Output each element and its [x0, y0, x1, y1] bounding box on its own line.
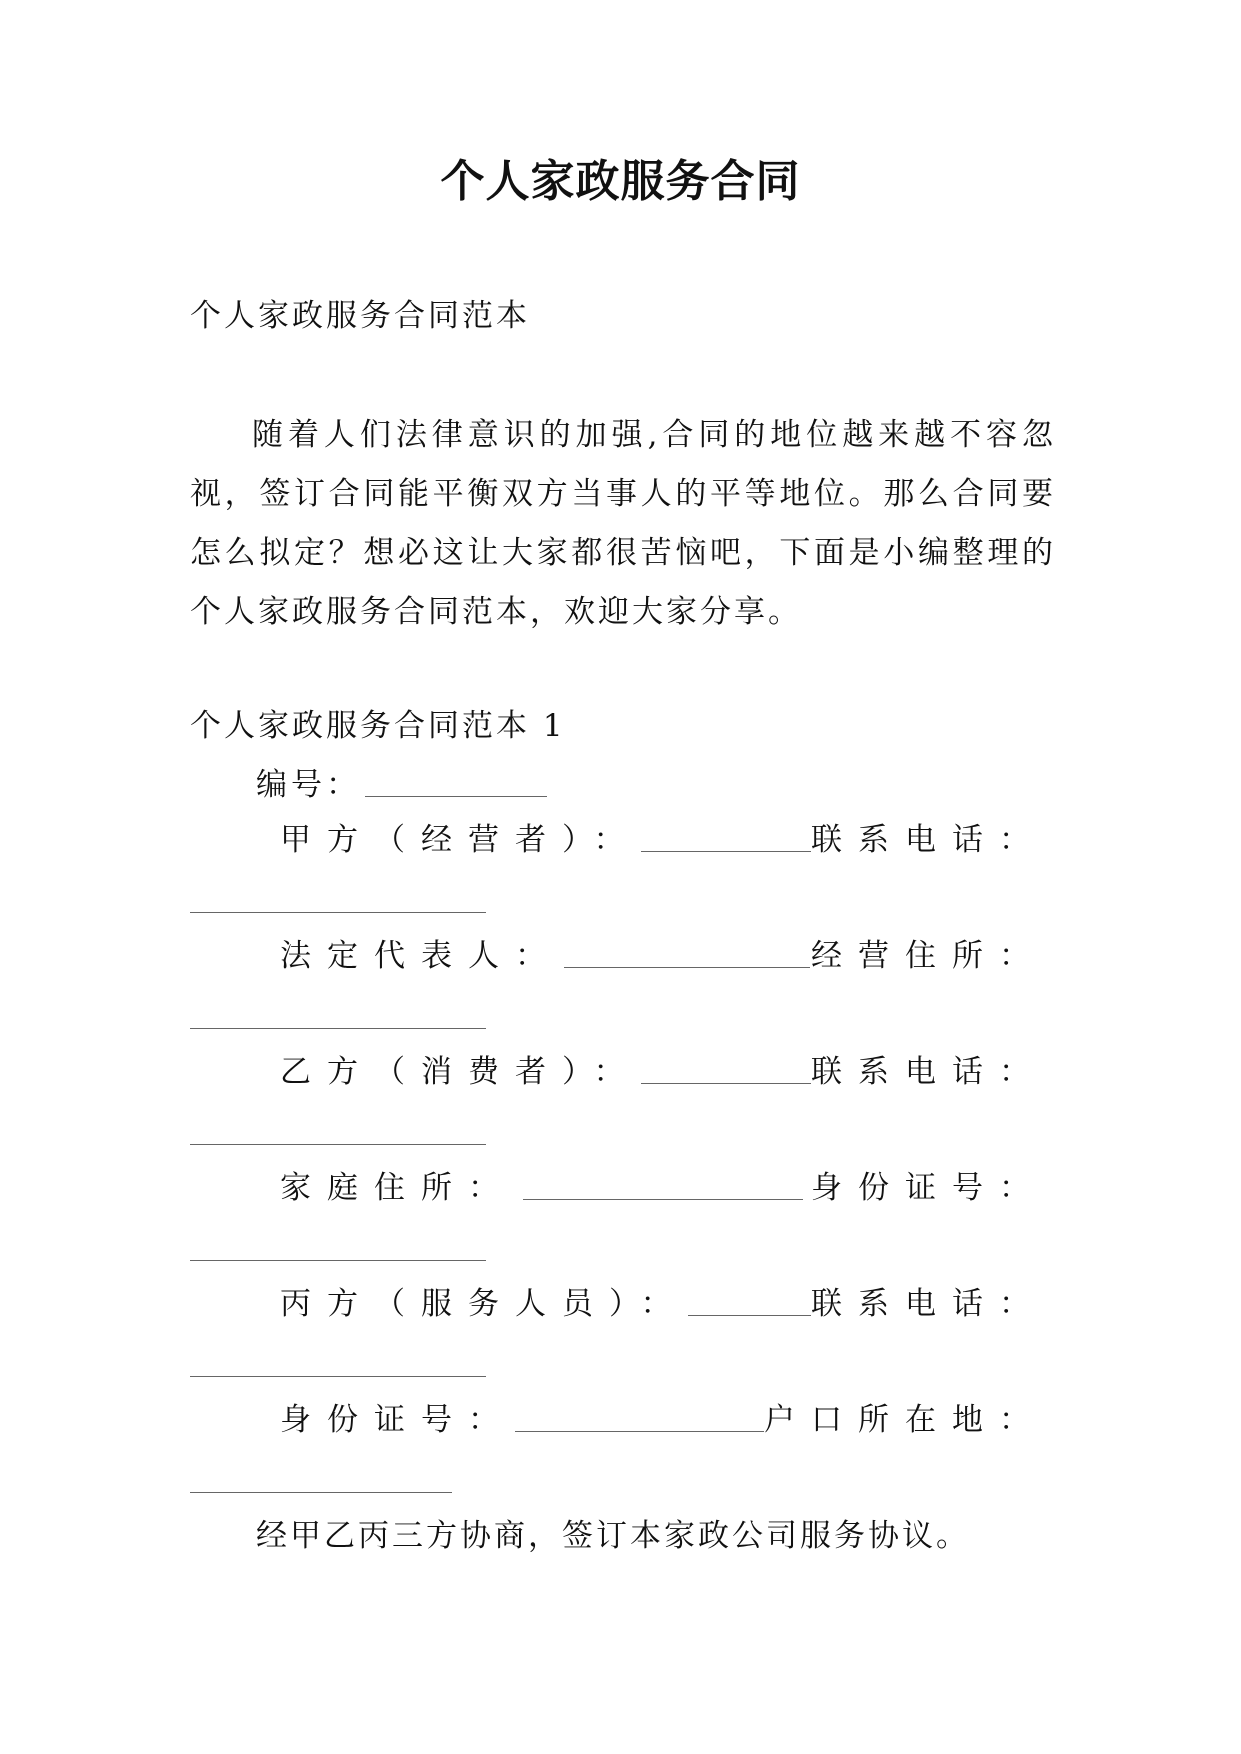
field-row-home-address: [280, 1166, 1046, 1210]
field-label-household-registration: 户口所在地：: [764, 1402, 1046, 1438]
field-label-party-b: 乙方（消费者）：: [280, 1054, 641, 1090]
field-row-party-c: [280, 1282, 1046, 1326]
field-row-party-b: [280, 1050, 1046, 1094]
intro-paragraph: [190, 406, 1056, 642]
section-title: 个人家政服务合同范本 1: [190, 708, 566, 744]
field-row-legal-rep: [280, 934, 1046, 978]
field-label-party-a-phone: 联系电话：: [811, 822, 1046, 858]
field-label-legal-rep: 法定代表人：: [280, 938, 562, 974]
intro-text: 随着人们法律意识的加强,合同的地位越来越不容忽视，签订合同能平衡双方当事人的平等地位。那么合同要怎么拟定？想必这让大家都很苦恼吧，下面是小编整理的个人家政服务合同范本，欢迎大家分享。: [190, 417, 1056, 630]
field-underline-id-number: [190, 1260, 486, 1261]
field-row-party-c-id: [280, 1398, 1046, 1442]
number-label: 编号：: [256, 767, 361, 803]
field-underline-household-registration: [190, 1492, 452, 1493]
field-underline-party-c-phone: [190, 1376, 486, 1377]
field-label-id-number: 身份证号：: [811, 1170, 1046, 1206]
closing-statement: 经甲乙丙三方协商，签订本家政公司服务协议。: [256, 1518, 970, 1554]
field-blank-party-c-id: [515, 1431, 764, 1432]
field-blank-party-c: [688, 1315, 812, 1316]
field-label-home-address: 家庭住所：: [280, 1170, 515, 1206]
field-underline-business-address: [190, 1028, 486, 1029]
field-underline-party-a-phone: [190, 912, 486, 913]
field-label-party-c-phone: 联系电话：: [811, 1286, 1046, 1322]
number-blank: [365, 796, 547, 797]
field-blank-party-a: [641, 851, 812, 852]
field-label-business-address: 经营住所：: [811, 938, 1046, 974]
field-label-party-a: 甲方（经营者）：: [280, 822, 641, 858]
field-row-party-a: [280, 818, 1046, 862]
subtitle: 个人家政服务合同范本: [190, 298, 530, 334]
field-blank-home-address: [523, 1199, 803, 1200]
field-underline-party-b-phone: [190, 1144, 486, 1145]
field-label-party-c: 丙方（服务人员）：: [280, 1286, 688, 1322]
field-label-party-b-phone: 联系电话：: [811, 1054, 1046, 1090]
document-title: 个人家政服务合同: [440, 156, 801, 207]
number-row: [256, 763, 547, 807]
field-label-party-c-id: 身份证号：: [280, 1402, 515, 1438]
field-blank-party-b: [641, 1083, 812, 1084]
field-blank-legal-rep: [564, 967, 810, 968]
